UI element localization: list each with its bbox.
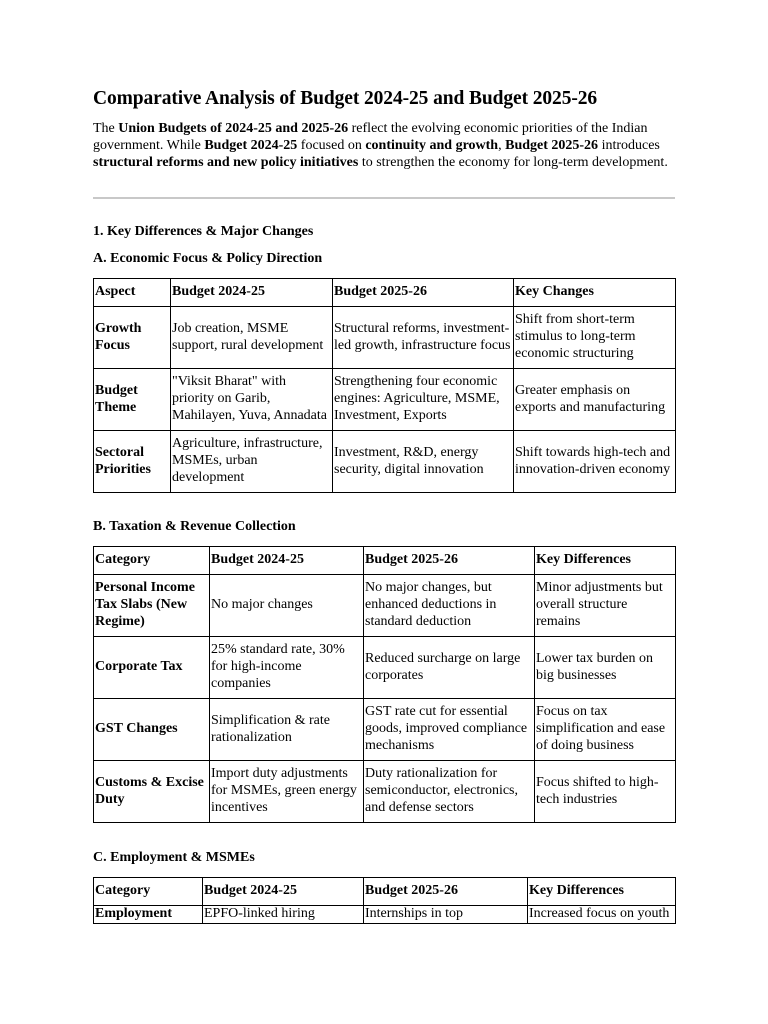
table-cell: Shift towards high-tech and innovation-driven economy	[514, 431, 676, 493]
section-heading: 1. Key Differences & Major Changes	[93, 224, 314, 239]
table-cell: Duty rationalization for semiconductor, electronics, and defense sectors	[364, 761, 535, 823]
table-cell: GST rate cut for essential goods, improved compliance mechanisms	[364, 699, 535, 761]
table-cell: Shift from short-term stimulus to long-term economic structuring	[514, 307, 676, 369]
table-row	[94, 699, 676, 761]
subsection-heading: A. Economic Focus & Policy Direction	[93, 251, 323, 266]
economic-focus-table	[93, 278, 676, 493]
table-row	[94, 575, 676, 637]
table-cell: Simplification & rate rationalization	[210, 699, 364, 761]
table-row	[94, 637, 676, 699]
intro-paragraph: The Union Budgets of 2024-25 and 2025-26 reflect the evolving economic priorities of the Indian government. While Budget 2024-25 focused on continuity and growth, Budget 2025-26 introduces structural reforms and new policy initiatives to strengthen the economy for long-term development.	[93, 121, 668, 170]
table-row	[94, 307, 676, 369]
column-header: Budget 2024-25	[203, 878, 364, 906]
table-cell: Structural reforms, investment-led growth, infrastructure focus	[333, 307, 514, 369]
table-cell: Minor adjustments but overall structure remains	[535, 575, 676, 637]
taxation-table	[93, 546, 676, 823]
table-row	[94, 369, 676, 431]
table-cell: Internships in top	[364, 906, 528, 924]
table-cell: EPFO-linked hiring	[203, 906, 364, 924]
table-cell: No major changes, but enhanced deductions in standard deduction	[364, 575, 535, 637]
table-cell: Focus shifted to high-tech industries	[535, 761, 676, 823]
column-header: Budget 2025-26	[364, 878, 528, 906]
table-cell: Agriculture, infrastructure, MSMEs, urban development	[171, 431, 333, 493]
column-header: Budget 2025-26	[333, 279, 514, 307]
row-header: GST Changes	[94, 699, 210, 761]
table-row	[94, 906, 676, 924]
row-header: Customs & Excise Duty	[94, 761, 210, 823]
column-header: Key Changes	[514, 279, 676, 307]
column-header: Aspect	[94, 279, 171, 307]
row-header: Budget Theme	[94, 369, 171, 431]
column-header: Budget 2024-25	[171, 279, 333, 307]
table-cell: Focus on tax simplification and ease of doing business	[535, 699, 676, 761]
row-header: Growth Focus	[94, 307, 171, 369]
table-cell: Reduced surcharge on large corporates	[364, 637, 535, 699]
table-row	[94, 431, 676, 493]
document-title: Comparative Analysis of Budget 2024-25 and Budget 2025-26	[93, 88, 598, 109]
column-header: Key Differences	[535, 547, 676, 575]
horizontal-divider	[93, 197, 675, 199]
row-header: Personal Income Tax Slabs (New Regime)	[94, 575, 210, 637]
table-cell: Increased focus on youth	[528, 906, 676, 924]
subsection-heading: B. Taxation & Revenue Collection	[93, 519, 296, 534]
table-cell: "Viksit Bharat" with priority on Garib, Mahilayen, Yuva, Annadata	[171, 369, 333, 431]
table-cell: Investment, R&D, energy security, digital innovation	[333, 431, 514, 493]
column-header: Budget 2025-26	[364, 547, 535, 575]
column-header: Budget 2024-25	[210, 547, 364, 575]
table-cell: 25% standard rate, 30% for high-income companies	[210, 637, 364, 699]
table-cell: Strengthening four economic engines: Agriculture, MSME, Investment, Exports	[333, 369, 514, 431]
column-header: Category	[94, 547, 210, 575]
table-cell: Lower tax burden on big businesses	[535, 637, 676, 699]
table-cell: Import duty adjustments for MSMEs, green energy incentives	[210, 761, 364, 823]
row-header: Corporate Tax	[94, 637, 210, 699]
table-cell: Job creation, MSME support, rural development	[171, 307, 333, 369]
table-cell: No major changes	[210, 575, 364, 637]
subsection-heading: C. Employment & MSMEs	[93, 850, 255, 865]
column-header: Category	[94, 878, 203, 906]
column-header: Key Differences	[528, 878, 676, 906]
row-header: Employment	[94, 906, 203, 924]
employment-table	[93, 877, 676, 924]
table-cell: Greater emphasis on exports and manufacturing	[514, 369, 676, 431]
row-header: Sectoral Priorities	[94, 431, 171, 493]
table-row	[94, 761, 676, 823]
